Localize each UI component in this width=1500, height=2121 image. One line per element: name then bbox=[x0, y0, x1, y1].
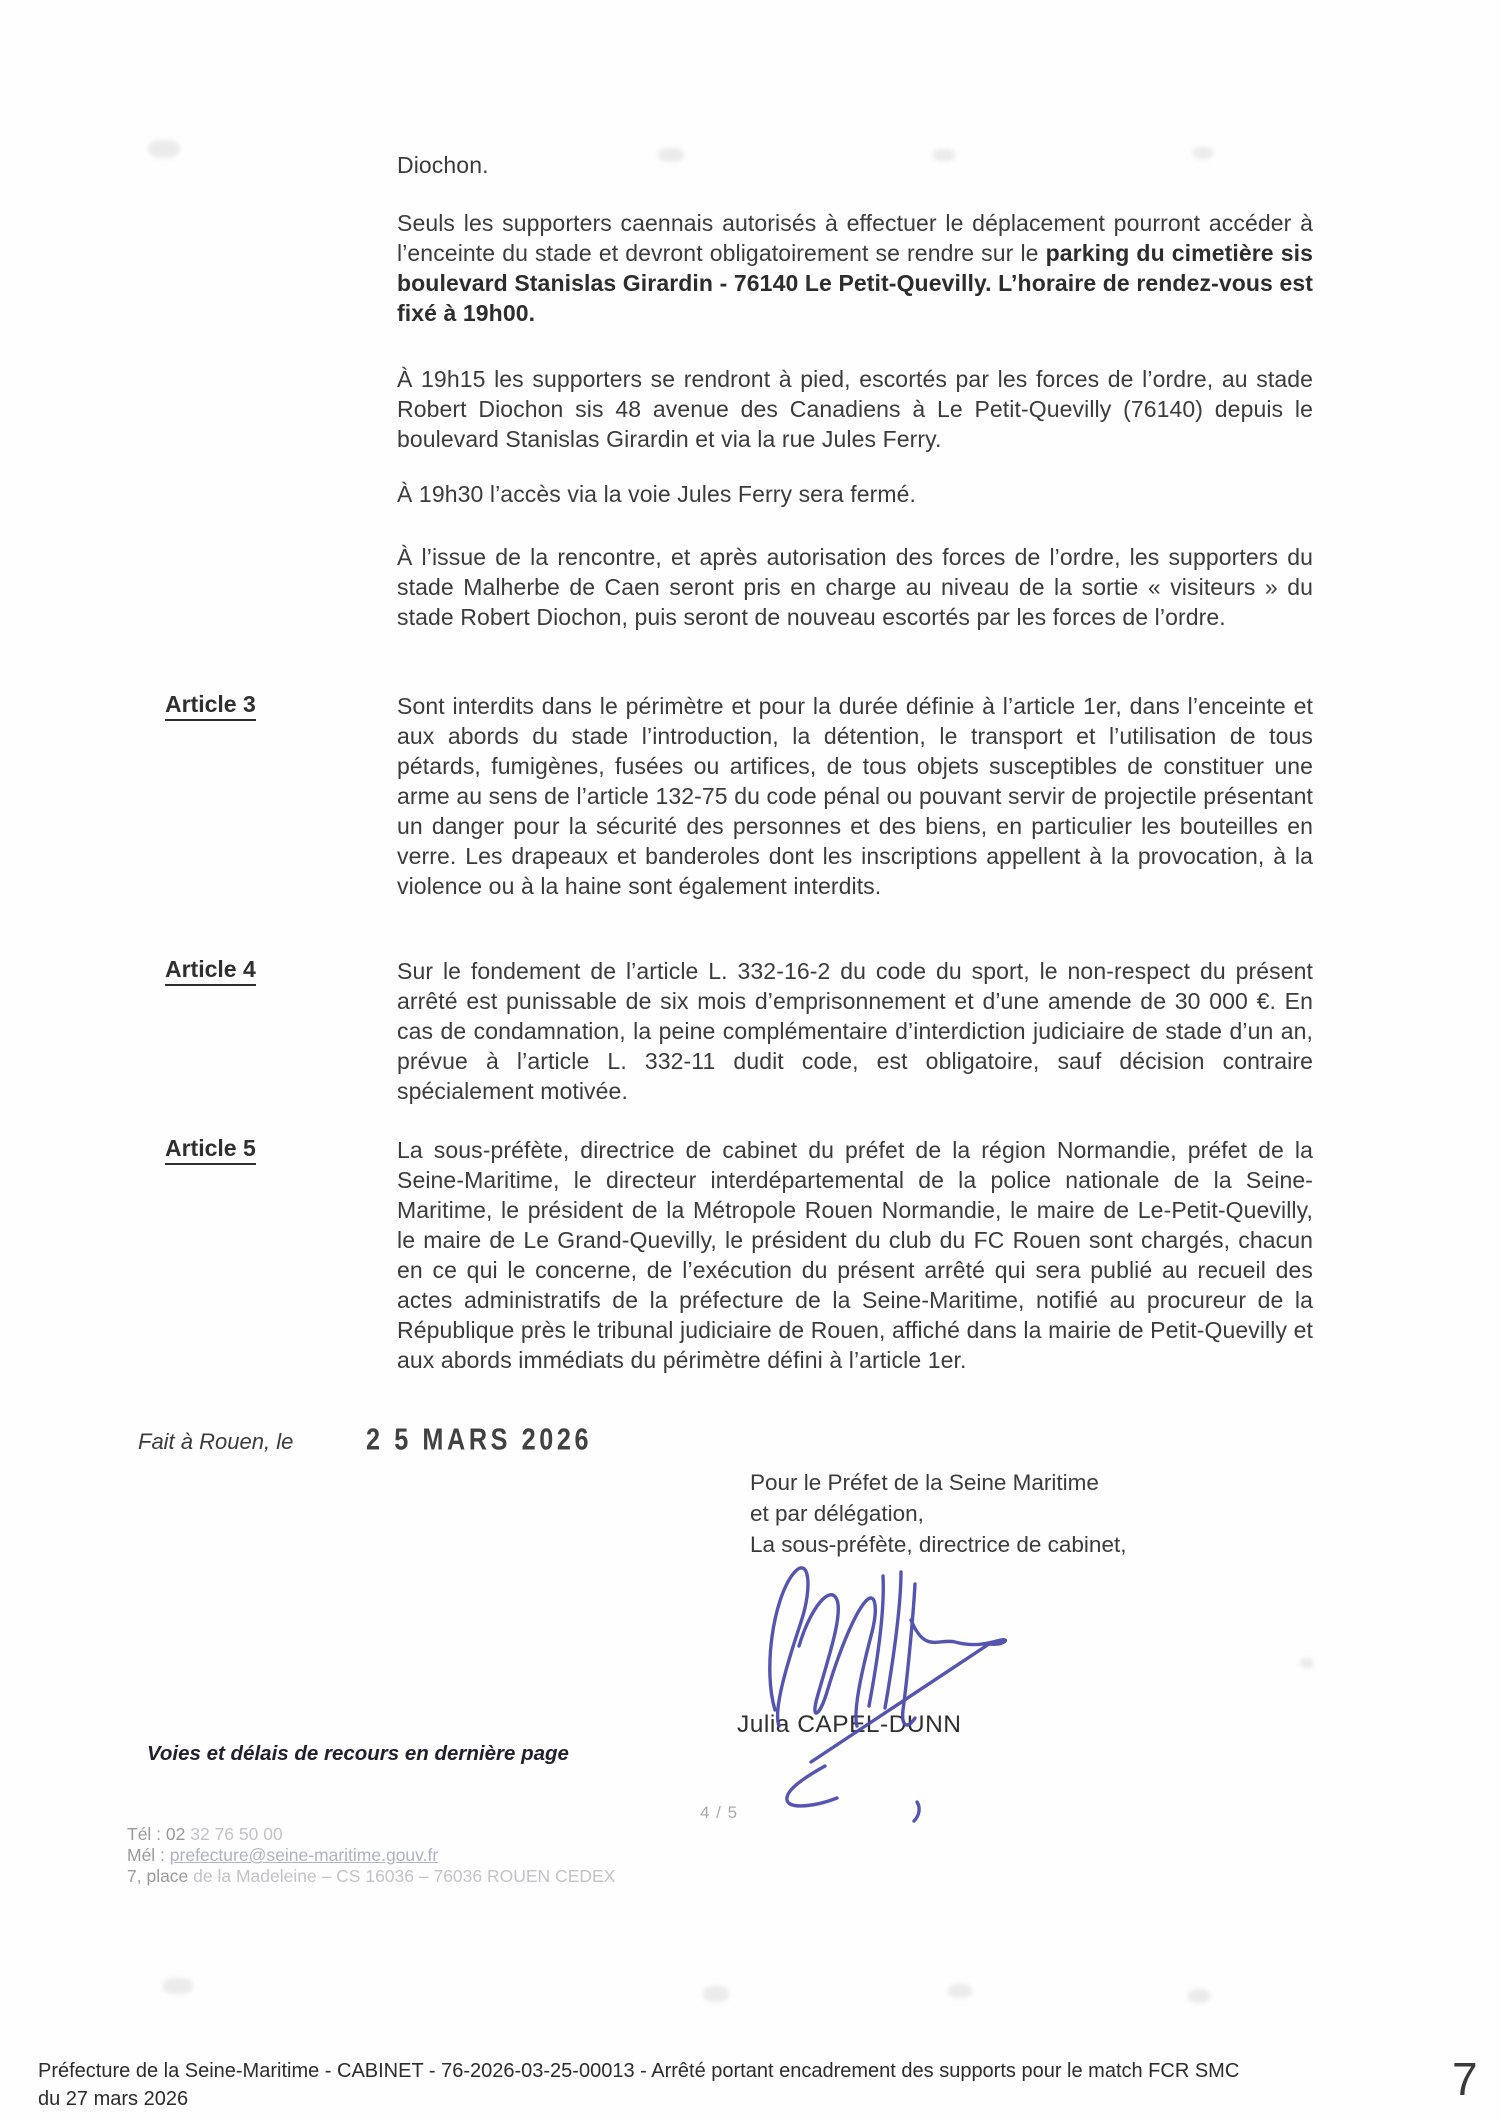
delegation-line-2: et par délégation, bbox=[750, 1501, 924, 1526]
paragraph-issue-rencontre: À l’issue de la rencontre, et après autorisation des forces de l’ordre, les supporters du stade Malherbe de Caen seront pris en charge au niveau de la sortie « visiteurs » du stade Robert Diochon, puis seront de nouveau escortés par les forces de l’ordre. bbox=[397, 544, 1313, 630]
scan-artifact bbox=[1188, 1989, 1210, 2003]
scan-artifact bbox=[163, 1978, 193, 1994]
paragraph-text: Seuls les supporters caennais autorisés à effectuer le déplacement pourront accéder à l’enceinte du stade et devront obligatoirement se rendre sur le bbox=[397, 210, 1313, 266]
paragraph-supporters-autorises bbox=[397, 208, 1313, 328]
signatory-name: Julia CAPEL-DUNN bbox=[737, 1711, 962, 1738]
article-5-text: La sous-préfète, directrice de cabinet du préfet de la région Normandie, préfet de la Seine-Maritime, le directeur interdépartemental de la police nationale de la Seine-Maritime, le président de la Métropole Rouen Normandie, le maire de Le-Petit-Quevilly, le maire de Le Grand-Quevilly, le président du club du FC Rouen sont chargés, chacun en ce qui le concerne, de l’exécution du présent arrêté qui sera publié au recueil des actes administratifs de la préfecture de la Seine-Maritime, notifié au procureur de la République près le tribunal judiciaire de Rouen, affiché dans la mairie de Petit-Quevilly et aux abords immédiats du périmètre défini à l’article 1er. bbox=[397, 1137, 1313, 1373]
paragraph-19h30: À 19h30 l’accès via la voie Jules Ferry sera fermé. bbox=[397, 481, 916, 507]
contact-address-line bbox=[127, 1866, 615, 1887]
email-label: Mél : bbox=[127, 1845, 170, 1865]
article-3-text: Sont interdits dans le périmètre et pour la durée définie à l’article 1er, dans l’enceinte et aux abords du stade l’introduction, la détention, le transport et l’utilisation de tous pétards, fumigènes, fusées ou artifices, de tous objets susceptibles de constituer une arme au sens de l’article 132-75 du code pénal ou pouvant servir de projectile présentant un danger pour la sécurité des personnes et des biens, en particulier les bouteilles en verre. Les drapeaux et banderoles dont les inscriptions appellent à la provocation, à la violence ou à la haine sont également interdits. bbox=[397, 693, 1313, 899]
delegation-block bbox=[750, 1467, 1126, 1560]
footer-reference-line: Préfecture de la Seine-Maritime - CABINET - 76-2026-03-25-00013 - Arrêté portant encadrement des supports pour le match FCR SMC bbox=[38, 2060, 1240, 2082]
email-address: prefecture@seine-maritime.gouv.fr bbox=[169, 1845, 439, 1865]
date-stamp: 2 5 MARS 2026 bbox=[366, 1422, 593, 1457]
inner-page-indicator: 4 / 5 bbox=[700, 1803, 739, 1822]
signature-ink bbox=[715, 1550, 1045, 1830]
article-3-label: Article 3 bbox=[165, 691, 256, 721]
scan-artifact bbox=[948, 1984, 972, 1998]
paragraph-intro-fragment: Diochon. bbox=[397, 152, 489, 178]
article-5-label: Article 5 bbox=[165, 1135, 256, 1165]
article-4-label: Article 4 bbox=[165, 956, 256, 986]
phone-label: Tél : 02 bbox=[127, 1824, 186, 1844]
scan-artifact bbox=[1300, 1658, 1314, 1668]
address-start: 7, place bbox=[127, 1866, 194, 1886]
contact-phone-line bbox=[127, 1824, 615, 1845]
contact-email-line bbox=[127, 1845, 615, 1866]
page-number: 7 bbox=[1452, 2053, 1478, 2105]
contact-block bbox=[127, 1824, 615, 1887]
delegation-line-1: Pour le Préfet de la Seine Maritime bbox=[750, 1470, 1099, 1495]
recourse-note: Voies et délais de recours en dernière page bbox=[147, 1742, 569, 1765]
delegation-line-3: La sous-préfète, directrice de cabinet, bbox=[750, 1532, 1127, 1557]
scan-artifact bbox=[148, 140, 180, 158]
footer-date-line: du 27 mars 2026 bbox=[38, 2088, 189, 2110]
paragraph-bold-meeting-point: parking du cimetière sis boulevard Stanislas Girardin - 76140 Le Petit-Quevilly. L’horaire de rendez-vous est fixé à 19h00. bbox=[397, 240, 1313, 326]
scan-artifact bbox=[703, 1986, 729, 2002]
paragraph-19h15: À 19h15 les supporters se rendront à pied, escortés par les forces de l’ordre, au stade Robert Diochon sis 48 avenue des Canadiens à Le Petit-Quevilly (76140) depuis le boulevard Stanislas Girardin et via la rue Jules Ferry. bbox=[397, 366, 1313, 452]
place-date-line: Fait à Rouen, le bbox=[138, 1429, 294, 1454]
address-rest: de la Madeleine – CS 16036 – 76036 ROUEN CEDEX bbox=[193, 1866, 616, 1886]
phone-number: 32 76 50 00 bbox=[185, 1824, 283, 1844]
document-footer bbox=[38, 2057, 1398, 2113]
article-4-text: Sur le fondement de l’article L. 332-16-2 du code du sport, le non-respect du présent arrêté est punissable de six mois d’emprisonnement et d’une amende de 30 000 €. En cas de condamnation, la peine complémentaire d’interdiction judiciaire de stade d’un an, prévue à l’article L. 332-11 dudit code, est obligatoire, sauf décision contraire spécialement motivée. bbox=[397, 958, 1313, 1104]
